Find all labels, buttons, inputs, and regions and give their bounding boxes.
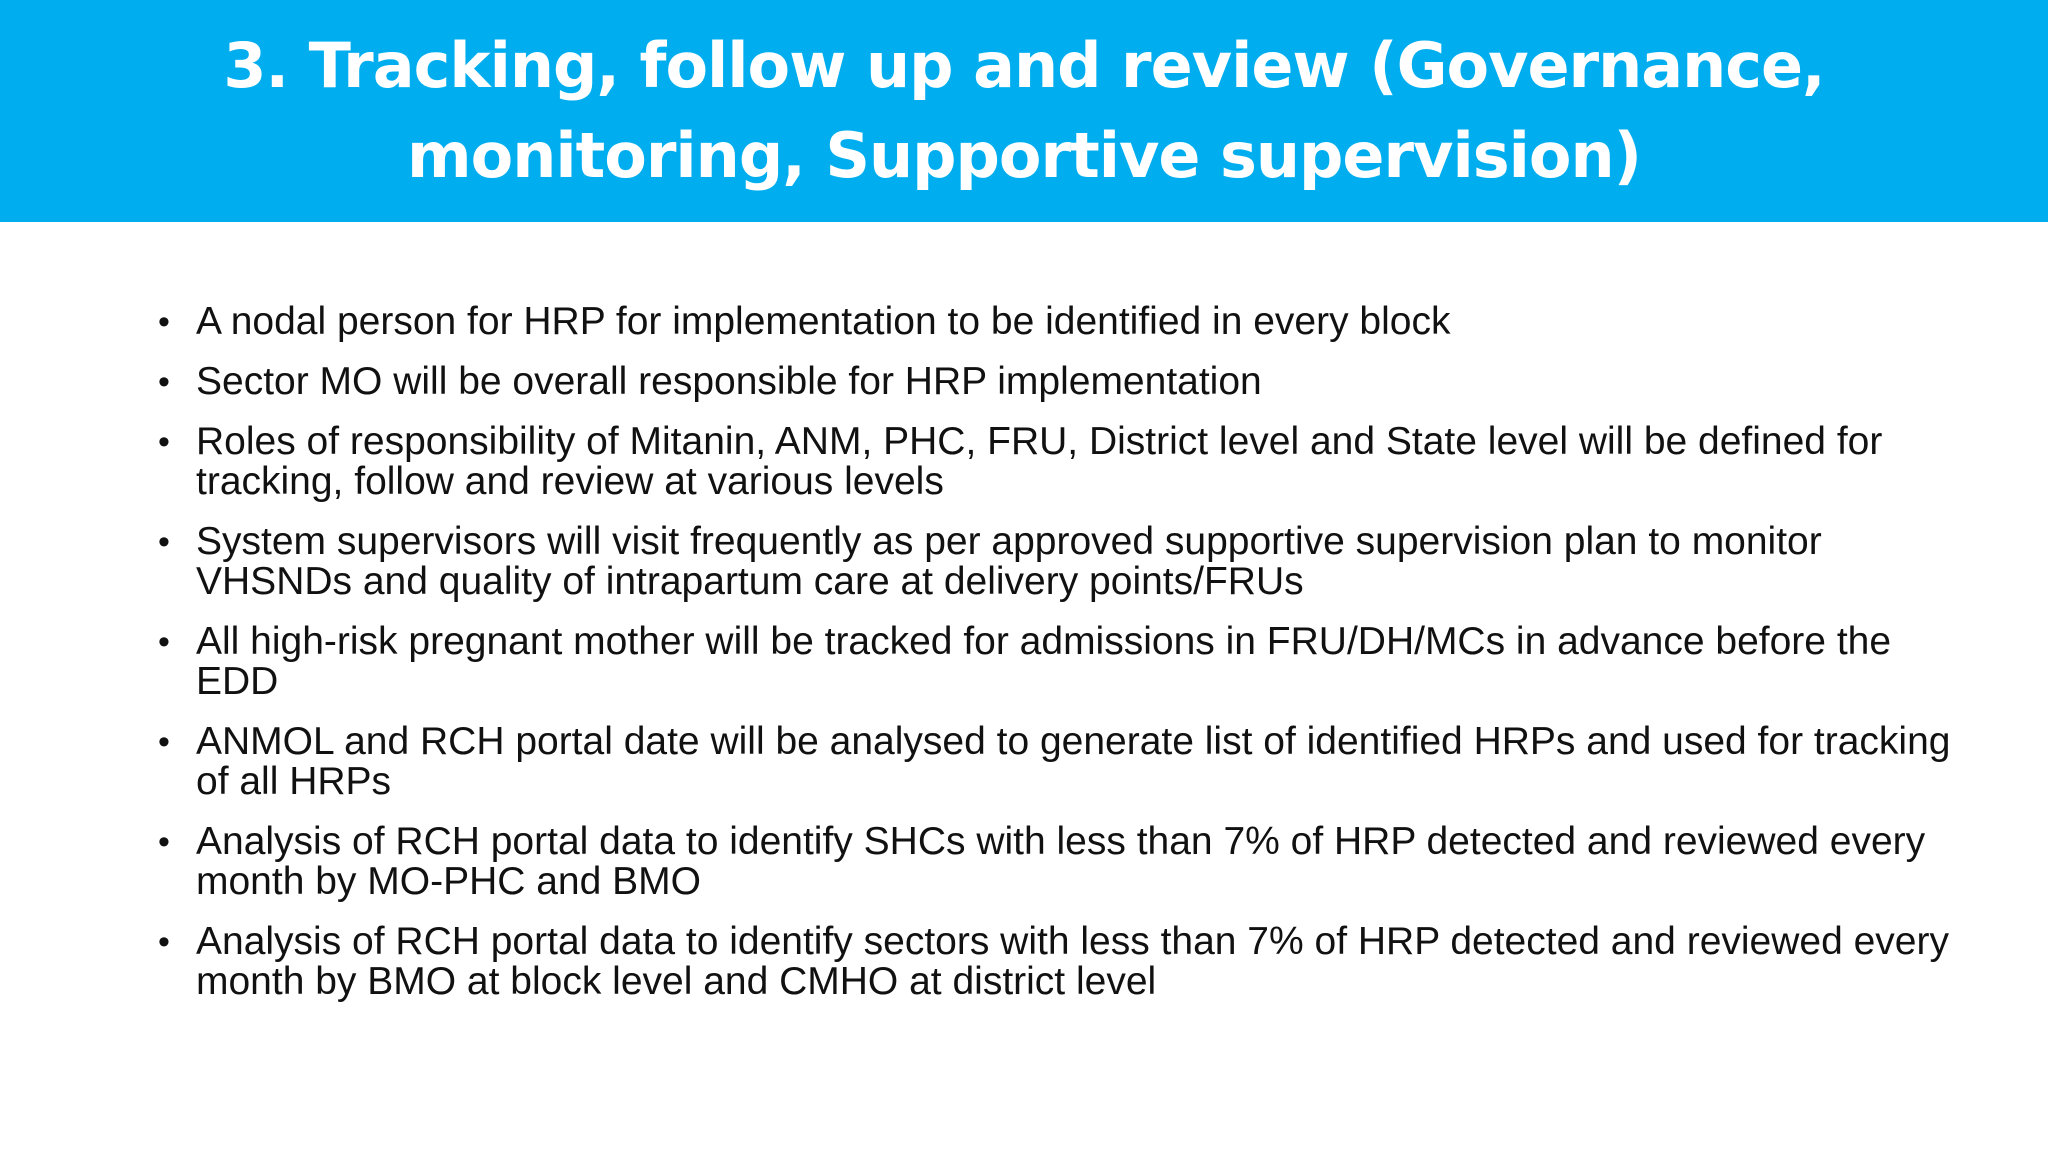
bullet-dot-icon: • [158,923,170,961]
bullet-text: A nodal person for HRP for implementation to be identified in every block [196,300,1451,343]
bullet-dot-icon: • [158,823,170,861]
bullet-text: Roles of responsibility of Mitanin, ANM, PHC, FRU, District level and State level will be defined for tracking, follow and review at various levels [196,420,1883,503]
bullet-item [148,362,1968,402]
bullet-dot-icon: • [158,523,170,561]
bullet-dot-icon: • [158,303,170,341]
bullet-text: ANMOL and RCH portal date will be analysed to generate list of identified HRPs and used for tracking of all HRPs [196,720,1951,803]
bullet-dot-icon: • [158,363,170,401]
slide-content [148,302,1968,1022]
bullet-text: Analysis of RCH portal data to identify sectors with less than 7% of HRP detected and reviewed every month by BMO at block level and CMHO at district level [196,920,1949,1003]
bullet-dot-icon: • [158,423,170,461]
bullet-item [148,922,1968,1002]
bullet-item [148,522,1968,602]
bullet-item [148,622,1968,702]
bullet-dot-icon: • [158,723,170,761]
bullet-text: All high-risk pregnant mother will be tracked for admissions in FRU/DH/MCs in advance before the EDD [196,620,1892,703]
bullet-text: Analysis of RCH portal data to identify SHCs with less than 7% of HRP detected and reviewed every month by MO-PHC and BMO [196,820,1926,903]
title-bar [0,0,2048,222]
bullet-item [148,302,1968,342]
bullet-item [148,722,1968,802]
bullet-dot-icon: • [158,623,170,661]
slide-title: 3. Tracking, follow up and review (Governance, monitoring, Supportive supervision) [223,29,1825,192]
bullet-list [148,302,1968,1002]
bullet-item [148,422,1968,502]
bullet-item [148,822,1968,902]
bullet-text: Sector MO will be overall responsible for HRP implementation [196,360,1262,403]
bullet-text: System supervisors will visit frequently as per approved supportive supervision plan to monitor VHSNDs and quality of intrapartum care at delivery points/FRUs [196,520,1822,603]
